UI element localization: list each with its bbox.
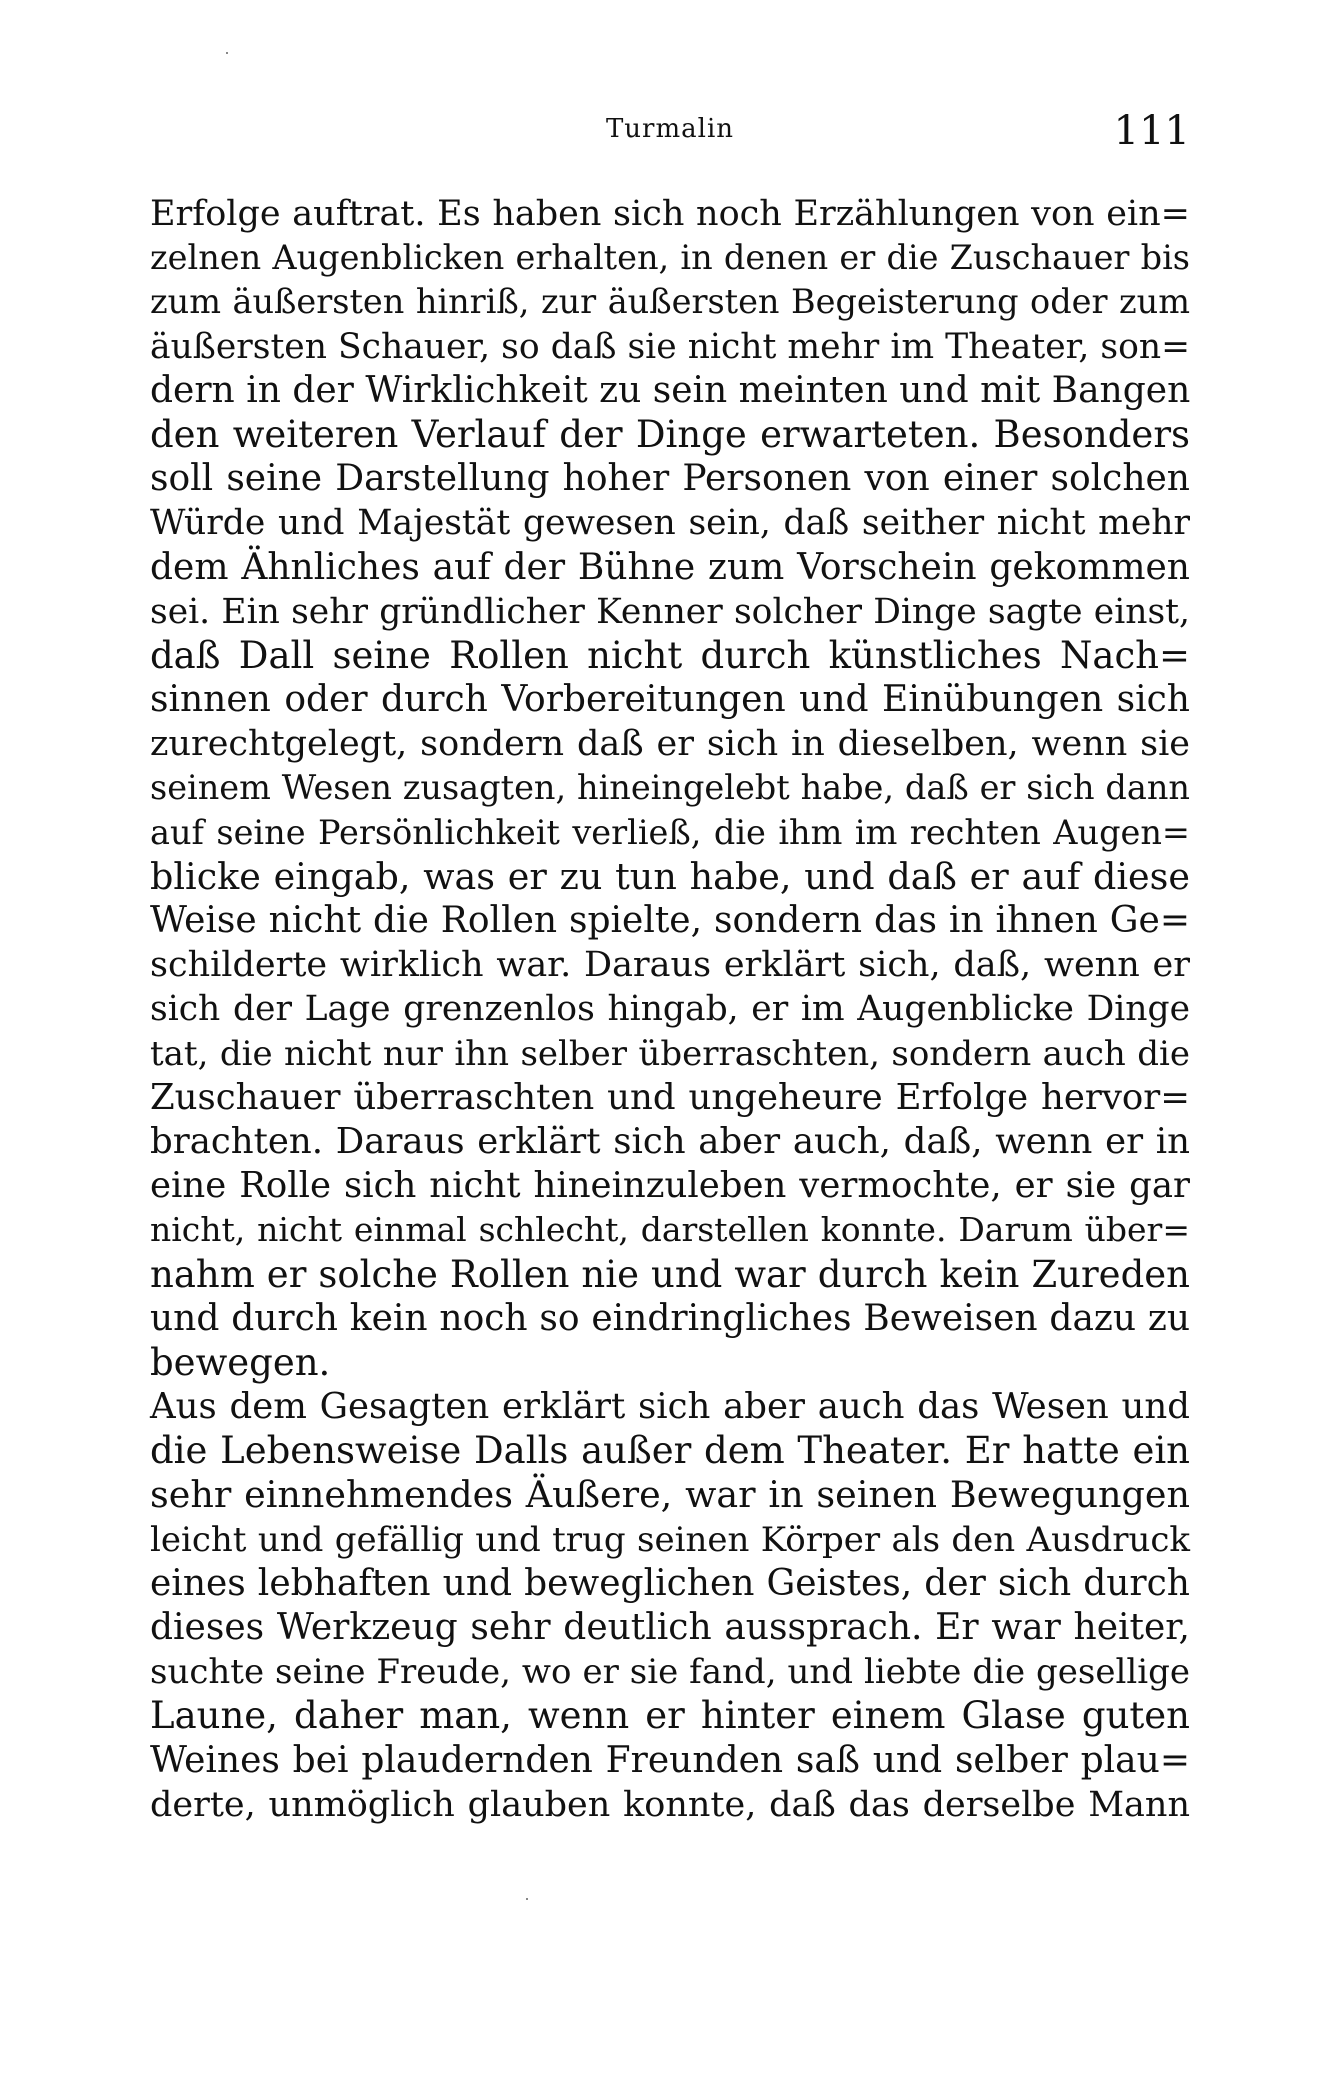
text-line: dieses Werkzeug sehr deutlich aussprach. Er war heiter, xyxy=(150,1607,1190,1648)
page-number: 111 xyxy=(1113,108,1190,154)
running-head xyxy=(150,108,1190,158)
text-line: Aus dem Gesagten erklärt sich aber auch das Wesen und xyxy=(150,1386,1190,1428)
text-line: auf seine Persönlichkeit verließ, die ihm im rechten Augen= xyxy=(150,812,1190,852)
running-title: Turmalin xyxy=(605,114,735,144)
text-line: bewegen. xyxy=(150,1340,331,1384)
text-line: sehr einnehmendes Äußere, war in seinen Bewegungen xyxy=(150,1473,1190,1517)
text-line: leicht und gefällig und trug seinen Körper als den Ausdruck xyxy=(150,1519,1190,1560)
text-line: seinem Wesen zusagten, hineingelebt habe, daß er sich dann xyxy=(150,768,1190,808)
text-line: sinnen oder durch Vorbereitungen und Einübungen sich xyxy=(150,679,1190,721)
text-line: blicke eingab, was er zu tun habe, und daß er auf diese xyxy=(150,854,1190,898)
text-line: dem Ähnliches auf der Bühne zum Vorschein gekommen xyxy=(150,546,1190,588)
body-text xyxy=(150,192,1190,1827)
text-line: soll seine Darstellung hoher Personen von einer solchen xyxy=(150,458,1190,500)
text-line: zurechtgelegt, sondern daß er sich in dieselben, wenn sie xyxy=(150,724,1190,765)
text-line: zelnen Augenblicken erhalten, in denen er die Zuschauer bis xyxy=(150,238,1190,278)
text-line: eine Rolle sich nicht hineinzuleben vermochte, er sie gar xyxy=(150,1165,1190,1207)
text-line: dern in der Wirklichkeit zu sein meinten und mit Bangen xyxy=(150,369,1191,411)
text-line: brachten. Daraus erklärt sich aber auch, daß, wenn er in xyxy=(150,1120,1190,1162)
text-line: und durch kein noch so eindringliches Beweisen dazu zu xyxy=(150,1297,1190,1339)
text-line: Würde und Majestät gewesen sein, daß seither nicht mehr xyxy=(150,503,1190,544)
text-line: tat, die nicht nur ihn selber überraschten, sondern auch die xyxy=(150,1033,1190,1074)
text-line: nicht, nicht einmal schlecht, darstellen konnte. Darum über= xyxy=(150,1210,1190,1250)
text-line: den weiteren Verlauf der Dinge erwarteten. Besonders xyxy=(150,412,1190,456)
text-line: daß Dall seine Rollen nicht durch künstliches Nach= xyxy=(150,633,1190,677)
text-line: zum äußersten hinriß, zur äußersten Begeisterung oder zum xyxy=(150,282,1190,322)
text-line: äußersten Schauer, so daß sie nicht mehr im Theater, son= xyxy=(150,326,1190,367)
text-line: Erfolge auftrat. Es haben sich noch Erzählungen von ein= xyxy=(150,194,1190,234)
scan-speck xyxy=(526,1898,528,1900)
text-line: sich der Lage grenzenlos hingab, er im Augenblicke Dinge xyxy=(150,989,1190,1030)
text-line: derte, unmöglich glauben konnte, daß das derselbe Mann xyxy=(150,1784,1190,1825)
text-line: Laune, daher man, wenn er hinter einem Glase guten xyxy=(150,1694,1190,1738)
text-line: nahm er solche Rollen nie und war durch kein Zureden xyxy=(150,1252,1190,1296)
scan-speck xyxy=(226,52,228,54)
text-line: Weise nicht die Rollen spielte, sondern das in ihnen Ge= xyxy=(150,900,1190,941)
text-line: die Lebensweise Dalls außer dem Theater. Er hatte ein xyxy=(150,1429,1190,1473)
text-line: sei. Ein sehr gründlicher Kenner solcher Dinge sagte einst, xyxy=(150,591,1190,632)
text-line: schilderte wirklich war. Daraus erklärt sich, daß, wenn er xyxy=(150,945,1190,986)
text-line: eines lebhaften und beweglichen Geistes, der sich durch xyxy=(150,1562,1190,1604)
text-line: Zuschauer überraschten und ungeheure Erfolge hervor= xyxy=(150,1076,1190,1118)
text-line: suchte seine Freude, wo er sie fand, und liebte die gesellige xyxy=(150,1652,1190,1693)
text-line: Weines bei plaudernden Freunden saß und selber plau= xyxy=(150,1739,1190,1781)
